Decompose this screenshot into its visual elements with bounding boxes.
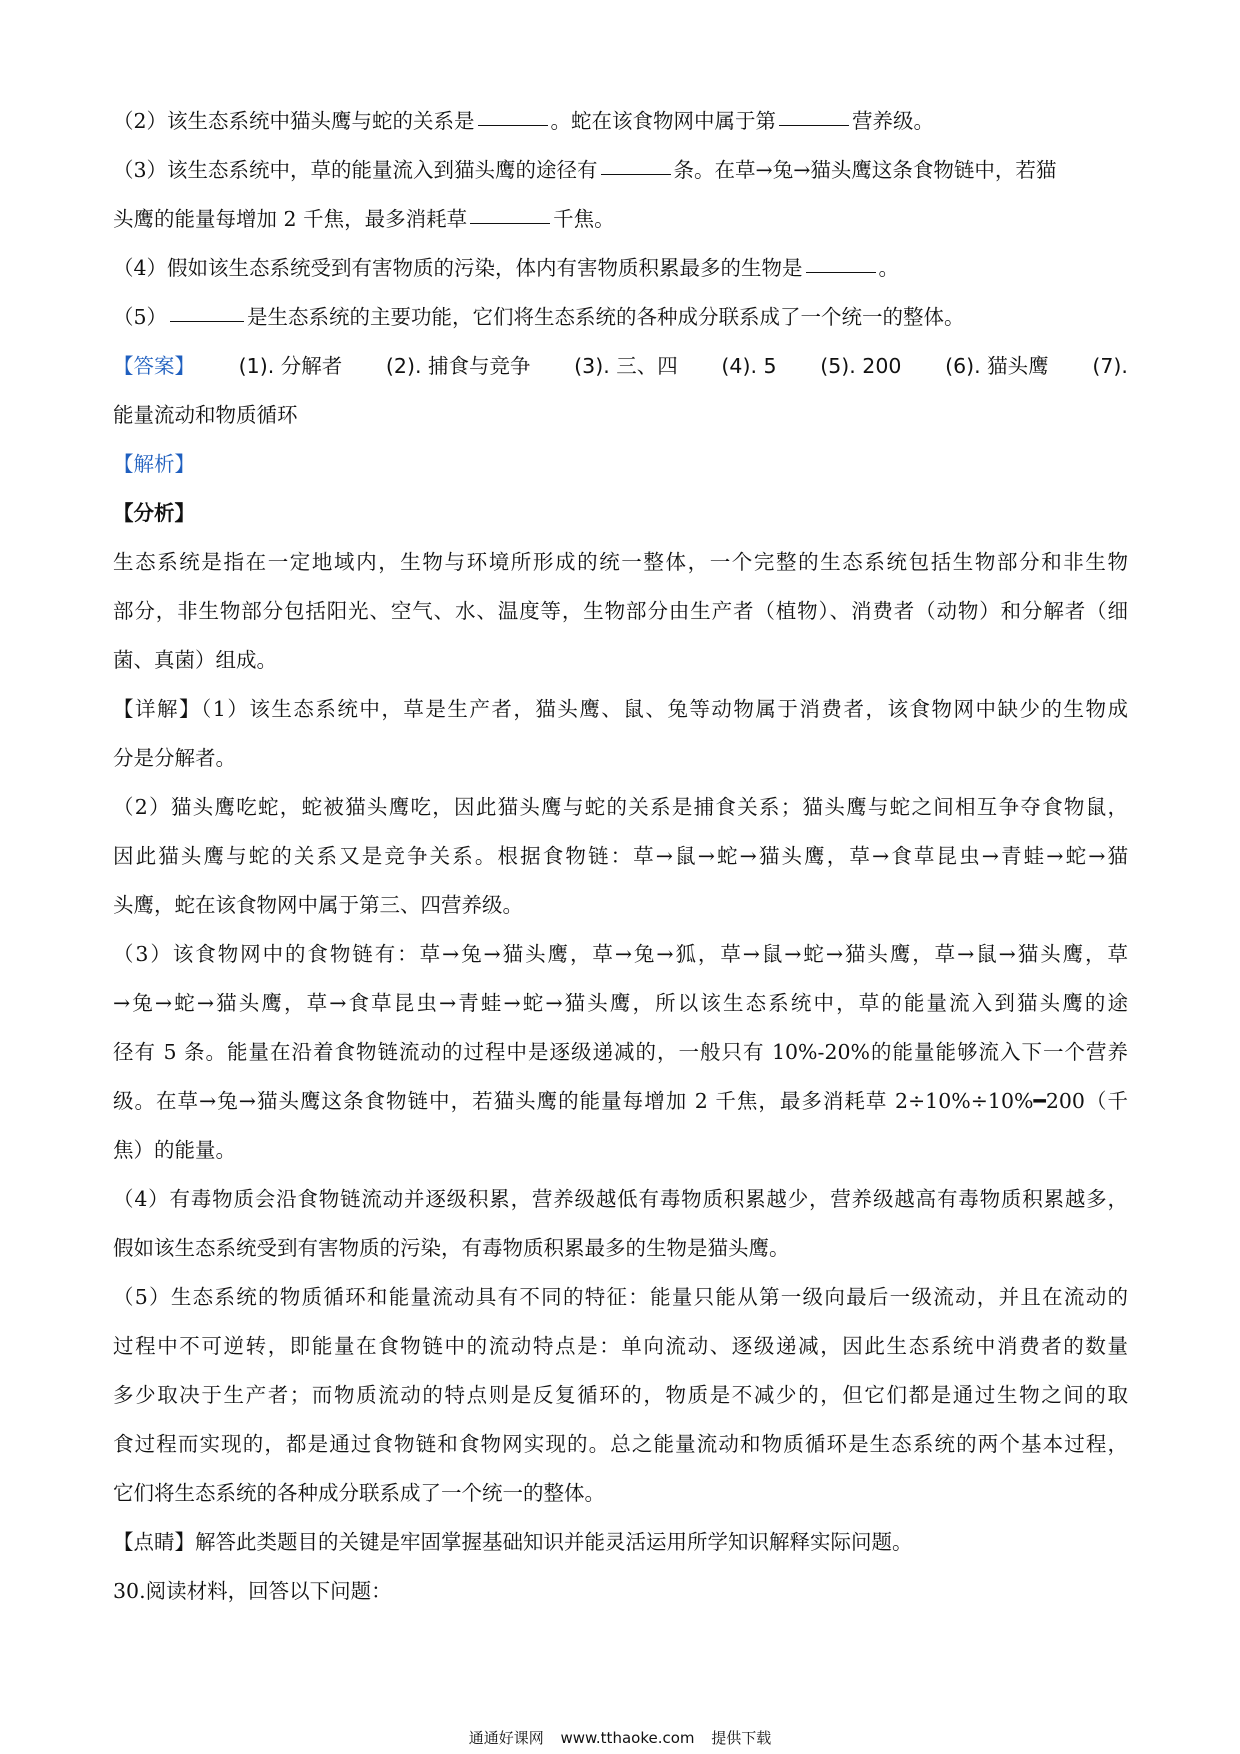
question-5 (113, 293, 1128, 342)
detail-line: 它们将生态系统的各种成分联系成了一个统一的整体。 (113, 1481, 605, 1505)
answer-continuation-text: 能量流动和物质循环 (113, 403, 298, 427)
detail-line: 过程中不可逆转，即能量在食物链中的流动特点是：单向流动、逐级递减，因此生态系统中消费者的数量 (113, 1334, 1128, 1358)
answer-item-6: (6). 猫头鹰 (945, 354, 1049, 378)
detail-line: 因此猫头鹰与蛇的关系又是竞争关系。根据食物链：草→鼠→蛇→猫头鹰，草→食草昆虫→青蛙→蛇→猫 (113, 844, 1128, 868)
detail-line: 假如该生态系统受到有害物质的污染，有毒物质积累最多的生物是猫头鹰。 (113, 1236, 790, 1260)
detail-line: 【点睛】解答此类题目的关键是牢固掌握基础知识并能灵活运用所学知识解释实际问题。 (113, 1530, 913, 1554)
detail-line: 焦）的能量。 (113, 1138, 236, 1162)
question-3-text-c: 头鹰的能量每增加 2 千焦，最多消耗草 (113, 207, 468, 231)
document-content (113, 97, 1128, 1616)
question-3-text-d: 千焦。 (553, 207, 615, 231)
footer-site-name: 通通好课网 (468, 1729, 544, 1747)
detail-line: （2）猫头鹰吃蛇，蛇被猫头鹰吃，因此猫头鹰与蛇的关系是捕食关系；猫头鹰与蛇之间相互争夺食物鼠， (113, 795, 1128, 819)
fenxi-line: 生态系统是指在一定地域内，生物与环境所形成的统一整体，一个完整的生态系统包括生物部分和非生物 (113, 550, 1128, 574)
answer-item-4: (4). 5 (721, 354, 777, 378)
detail-line: （4）有毒物质会沿食物链流动并逐级积累，营养级越低有毒物质积累越少，营养级越高有毒物质积累越多， (113, 1187, 1128, 1211)
footer-note: 提供下载 (711, 1729, 772, 1747)
next-question: 30.阅读材料，回答以下问题： (113, 1579, 392, 1603)
question-4-text-b: 。 (878, 256, 900, 280)
detail-line: 径有 5 条。能量在沿着食物链流动的过程中是逐级递减的，一般只有 10%-20%的能量能够流入下一个营养 (113, 1040, 1128, 1064)
detail-section (113, 685, 1128, 1567)
question-3-line-1 (113, 146, 1128, 195)
footer-url: www.tthaoke.com (560, 1729, 695, 1747)
detail-line: 头鹰，蛇在该食物网中属于第三、四营养级。 (113, 893, 523, 917)
answer-item-5: (5). 200 (820, 354, 902, 378)
detail-line: →兔→蛇→猫头鹰，草→食草昆虫→青蛙→蛇→猫头鹰，所以该生态系统中，草的能量流入到猫头鹰的途 (113, 991, 1128, 1015)
question-4 (113, 244, 1128, 293)
question-3-line-2 (113, 195, 1128, 244)
question-5-text-a: （5） (113, 305, 168, 329)
answer-blank (601, 173, 671, 175)
answer-item-7: (7). (1092, 354, 1128, 378)
detail-line: （3）该食物网中的食物链有：草→兔→猫头鹰，草→兔→狐，草→鼠→蛇→猫头鹰，草→鼠→猫头鹰，草 (113, 942, 1128, 966)
fenxi-line: 部分，非生物部分包括阳光、空气、水、温度等，生物部分由生产者（植物）、消费者（动物）和分解者（细 (113, 599, 1128, 623)
answer-blank (170, 320, 244, 322)
detail-line: 级。在草→兔→猫头鹰这条食物链中，若猫头鹰的能量每增加 2 千焦，最多消耗草 2÷10%÷10%━200（千 (113, 1089, 1128, 1113)
question-2-text-b: 。蛇在该食物网中属于第 (550, 109, 777, 133)
answer-blank (470, 222, 550, 224)
question-5-text-b: 是生态系统的主要功能，它们将生态系统的各种成分联系成了一个统一的整体。 (247, 305, 965, 329)
answer-blank (806, 271, 876, 273)
detail-line: 分是分解者。 (113, 746, 236, 770)
question-4-text-a: （4）假如该生态系统受到有害物质的污染，体内有害物质积累最多的生物是 (113, 256, 803, 280)
answer-tag: 【答案】 (113, 354, 195, 378)
analysis-heading (113, 440, 1128, 489)
page-footer (0, 1727, 1240, 1748)
fenxi-tag: 【分析】 (113, 501, 195, 525)
answer-continuation (113, 391, 1128, 440)
answer-blank (478, 124, 548, 126)
answer-item-3: (3). 三、四 (574, 354, 678, 378)
question-2-text-a: （2）该生态系统中猫头鹰与蛇的关系是 (113, 109, 475, 133)
fenxi-heading (113, 489, 1128, 538)
answer-blank (779, 124, 849, 126)
fenxi-line: 菌、真菌）组成。 (113, 648, 277, 672)
question-2-text-c: 营养级。 (852, 109, 935, 133)
answer-item-1: (1). 分解者 (238, 354, 343, 378)
detail-line: 多少取决于生产者；而物质流动的特点则是反复循环的，物质是不减少的，但它们都是通过生物之间的取 (113, 1383, 1128, 1407)
question-2 (113, 97, 1128, 146)
answer-line (113, 342, 1128, 391)
detail-line: 食过程而实现的，都是通过食物链和食物网实现的。总之能量流动和物质循环是生态系统的两个基本过程， (113, 1432, 1128, 1456)
question-3-text-b: 条。在草→兔→猫头鹰这条食物链中，若猫 (673, 158, 1057, 182)
detail-line: （5）生态系统的物质循环和能量流动具有不同的特征：能量只能从第一级向最后一级流动，并且在流动的 (113, 1285, 1128, 1309)
answer-item-2: (2). 捕食与竞争 (385, 354, 531, 378)
detail-line: 【详解】（1）该生态系统中，草是生产者，猫头鹰、鼠、兔等动物属于消费者，该食物网中缺少的生物成 (113, 697, 1128, 721)
analysis-tag: 【解析】 (113, 452, 195, 476)
question-3-text-a: （3）该生态系统中，草的能量流入到猫头鹰的途径有 (113, 158, 598, 182)
